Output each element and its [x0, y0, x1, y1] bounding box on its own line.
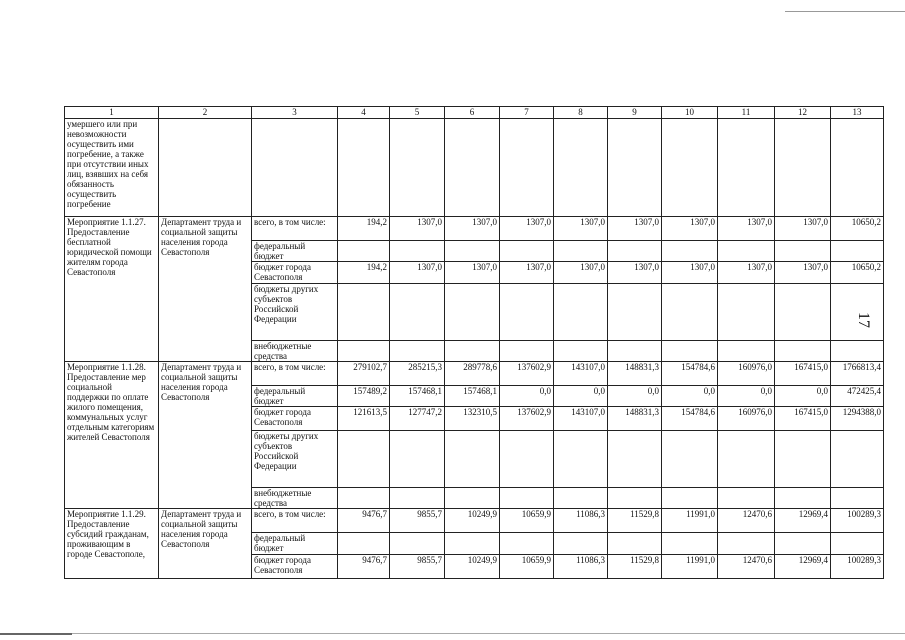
funding-source: бюджет города Севастополя: [252, 555, 338, 579]
continuation-text: умершего или при невозможности осуществить ими погребение, а также при отсутствии иных лиц, взявших на себя обязанность осуществить погребение: [65, 119, 159, 217]
funding-value: 132310,5: [445, 407, 500, 431]
funding-value: 0,0: [775, 386, 831, 407]
funding-value: 12470,6: [718, 509, 775, 533]
funding-source: федеральный бюджет: [252, 386, 338, 407]
funding-value: 1307,0: [775, 262, 831, 284]
funding-value: 11991,0: [662, 509, 718, 533]
funding-value: [718, 488, 775, 509]
funding-value: 9476,7: [338, 509, 390, 533]
funding-value: 1307,0: [554, 217, 608, 241]
funding-value: 100289,3: [831, 509, 884, 533]
funding-source: федеральный бюджет: [252, 241, 338, 262]
funding-value: 148831,3: [608, 407, 662, 431]
funding-value: 167415,0: [775, 407, 831, 431]
funding-value: [445, 533, 500, 555]
funding-value: 137602,9: [500, 362, 554, 386]
page-edge-line: [785, 11, 905, 12]
funding-value: 279102,7: [338, 362, 390, 386]
empty-cell: [500, 119, 554, 217]
funding-value: 160976,0: [718, 362, 775, 386]
program-funding-table: [64, 106, 884, 579]
funding-value: [608, 431, 662, 488]
column-number-header: 9: [608, 107, 662, 119]
funding-value: 148831,3: [608, 362, 662, 386]
funding-value: [500, 341, 554, 362]
funding-source: всего, в том числе:: [252, 217, 338, 241]
funding-value: [718, 241, 775, 262]
continuation-row: [65, 119, 884, 217]
funding-value: [554, 241, 608, 262]
funding-value: [718, 284, 775, 341]
funding-value: [831, 533, 884, 555]
empty-cell: [662, 119, 718, 217]
funding-value: 1307,0: [662, 217, 718, 241]
empty-cell: [338, 119, 390, 217]
funding-value: 1307,0: [445, 262, 500, 284]
funding-value: [500, 488, 554, 509]
funding-value: 12969,4: [775, 509, 831, 533]
table-row: [65, 217, 884, 241]
funding-value: [608, 341, 662, 362]
funding-value: 1307,0: [445, 217, 500, 241]
funding-value: [608, 284, 662, 341]
table-row: [65, 509, 884, 533]
funding-source: бюджеты других субъектов Российской Федерации: [252, 431, 338, 488]
funding-value: [500, 533, 554, 555]
funding-value: 11529,8: [608, 509, 662, 533]
funding-value: [390, 341, 445, 362]
column-number-header: 8: [554, 107, 608, 119]
funding-value: [500, 284, 554, 341]
column-number-header: 3: [252, 107, 338, 119]
funding-value: [775, 431, 831, 488]
funding-value: [662, 488, 718, 509]
funding-value: [390, 488, 445, 509]
funding-value: [445, 488, 500, 509]
funding-value: [662, 431, 718, 488]
empty-cell: [775, 119, 831, 217]
funding-value: [662, 284, 718, 341]
funding-value: [390, 241, 445, 262]
funding-value: 160976,0: [718, 407, 775, 431]
funding-value: 0,0: [662, 386, 718, 407]
funding-value: 1307,0: [718, 217, 775, 241]
column-number-header: 6: [445, 107, 500, 119]
funding-value: 1307,0: [662, 262, 718, 284]
funding-value: [554, 431, 608, 488]
funding-value: 11991,0: [662, 555, 718, 579]
funding-value: [662, 341, 718, 362]
funding-value: 10249,9: [445, 509, 500, 533]
column-number-header: 12: [775, 107, 831, 119]
funding-source: всего, в том числе:: [252, 362, 338, 386]
funding-value: [831, 341, 884, 362]
funding-value: 11086,3: [554, 509, 608, 533]
funding-value: 472425,4: [831, 386, 884, 407]
funding-value: [338, 431, 390, 488]
funding-value: 121613,5: [338, 407, 390, 431]
funding-value: 194,2: [338, 262, 390, 284]
funding-value: 11086,3: [554, 555, 608, 579]
funding-value: 0,0: [718, 386, 775, 407]
funding-value: 154784,6: [662, 407, 718, 431]
empty-cell: [831, 119, 884, 217]
funding-value: [775, 488, 831, 509]
funding-value: [338, 241, 390, 262]
table-row: [65, 362, 884, 386]
funding-value: 157468,1: [390, 386, 445, 407]
funding-value: 157489,2: [338, 386, 390, 407]
funding-source: внебюджетные средства: [252, 341, 338, 362]
funding-value: 285215,3: [390, 362, 445, 386]
funding-value: [445, 284, 500, 341]
funding-value: 167415,0: [775, 362, 831, 386]
funding-value: [338, 284, 390, 341]
funding-value: [445, 431, 500, 488]
empty-cell: [608, 119, 662, 217]
funding-value: [608, 241, 662, 262]
funding-value: [390, 284, 445, 341]
funding-value: [338, 533, 390, 555]
funding-value: [554, 341, 608, 362]
funding-value: [718, 431, 775, 488]
funding-value: 10650,2: [831, 217, 884, 241]
funding-value: 157468,1: [445, 386, 500, 407]
funding-value: 0,0: [608, 386, 662, 407]
funding-value: 1307,0: [608, 262, 662, 284]
funding-value: [662, 533, 718, 555]
funding-value: 0,0: [500, 386, 554, 407]
funding-value: 0,0: [554, 386, 608, 407]
measure-executor: Департамент труда и социальной защиты населения города Севастополя: [159, 509, 252, 579]
empty-cell: [252, 119, 338, 217]
funding-value: 9855,7: [390, 555, 445, 579]
funding-value: [718, 341, 775, 362]
funding-value: [338, 488, 390, 509]
funding-value: 9855,7: [390, 509, 445, 533]
funding-value: 1307,0: [775, 217, 831, 241]
column-number-header: 1: [65, 107, 159, 119]
funding-value: 10650,2: [831, 262, 884, 284]
funding-value: [775, 533, 831, 555]
funding-value: 12470,6: [718, 555, 775, 579]
funding-value: [831, 431, 884, 488]
funding-value: [445, 241, 500, 262]
funding-value: 11529,8: [608, 555, 662, 579]
funding-value: 10659,9: [500, 509, 554, 533]
funding-source: бюджет города Севастополя: [252, 262, 338, 284]
funding-value: 137602,9: [500, 407, 554, 431]
column-number-header: 11: [718, 107, 775, 119]
funding-value: [390, 533, 445, 555]
funding-value: 12969,4: [775, 555, 831, 579]
measure-name: Мероприятие 1.1.27. Предоставление бесплатной юридической помощи жителям города Севастополя: [65, 217, 159, 362]
funding-value: 1294388,0: [831, 407, 884, 431]
page-bottom-mark: [0, 633, 72, 635]
funding-value: [500, 241, 554, 262]
measure-name: Мероприятие 1.1.29. Предоставление субсидий гражданам, проживающим в городе Севастополе,: [65, 509, 159, 579]
funding-value: 1307,0: [390, 262, 445, 284]
column-number-header: 7: [500, 107, 554, 119]
funding-value: [554, 284, 608, 341]
funding-value: [608, 533, 662, 555]
column-number-header: 13: [831, 107, 884, 119]
empty-cell: [159, 119, 252, 217]
funding-value: [500, 431, 554, 488]
funding-value: 1766813,4: [831, 362, 884, 386]
funding-value: [390, 431, 445, 488]
column-number-header: 2: [159, 107, 252, 119]
funding-value: 1307,0: [500, 262, 554, 284]
column-number-header: 4: [338, 107, 390, 119]
funding-value: [831, 284, 884, 341]
funding-value: [718, 533, 775, 555]
funding-value: [775, 341, 831, 362]
measure-executor: Департамент труда и социальной защиты населения города Севастополя: [159, 362, 252, 509]
funding-value: [608, 488, 662, 509]
empty-cell: [554, 119, 608, 217]
funding-value: 1307,0: [500, 217, 554, 241]
funding-value: [831, 241, 884, 262]
funding-value: 100289,3: [831, 555, 884, 579]
column-number-header: 10: [662, 107, 718, 119]
page-bottom-line: [0, 633, 905, 634]
measure-executor: Департамент труда и социальной защиты населения города Севастополя: [159, 217, 252, 362]
empty-cell: [445, 119, 500, 217]
funding-value: [662, 241, 718, 262]
funding-value: 143107,0: [554, 362, 608, 386]
empty-cell: [390, 119, 445, 217]
funding-source: бюджеты других субъектов Российской Федерации: [252, 284, 338, 341]
empty-cell: [718, 119, 775, 217]
funding-source: всего, в том числе:: [252, 509, 338, 533]
funding-value: [445, 341, 500, 362]
funding-value: 127747,2: [390, 407, 445, 431]
funding-value: [554, 488, 608, 509]
funding-source: бюджет города Севастополя: [252, 407, 338, 431]
funding-value: [775, 241, 831, 262]
funding-value: 1307,0: [390, 217, 445, 241]
funding-value: 154784,6: [662, 362, 718, 386]
funding-value: 10249,9: [445, 555, 500, 579]
column-number-header: 5: [390, 107, 445, 119]
funding-value: [831, 488, 884, 509]
funding-value: [554, 533, 608, 555]
funding-source: внебюджетные средства: [252, 488, 338, 509]
funding-source: федеральный бюджет: [252, 533, 338, 555]
measure-name: Мероприятие 1.1.28. Предоставление мер социальной поддержки по оплате жилого помещения, коммунальных услуг отдельным категориям жителей Севастополя: [65, 362, 159, 509]
funding-value: 1307,0: [608, 217, 662, 241]
page-number: 17: [855, 312, 872, 328]
funding-value: 1307,0: [718, 262, 775, 284]
header-row: [65, 107, 884, 119]
funding-value: 143107,0: [554, 407, 608, 431]
funding-value: [775, 284, 831, 341]
funding-value: 9476,7: [338, 555, 390, 579]
funding-value: [338, 341, 390, 362]
funding-value: 1307,0: [554, 262, 608, 284]
funding-value: 194,2: [338, 217, 390, 241]
funding-value: 289778,6: [445, 362, 500, 386]
funding-value: 10659,9: [500, 555, 554, 579]
